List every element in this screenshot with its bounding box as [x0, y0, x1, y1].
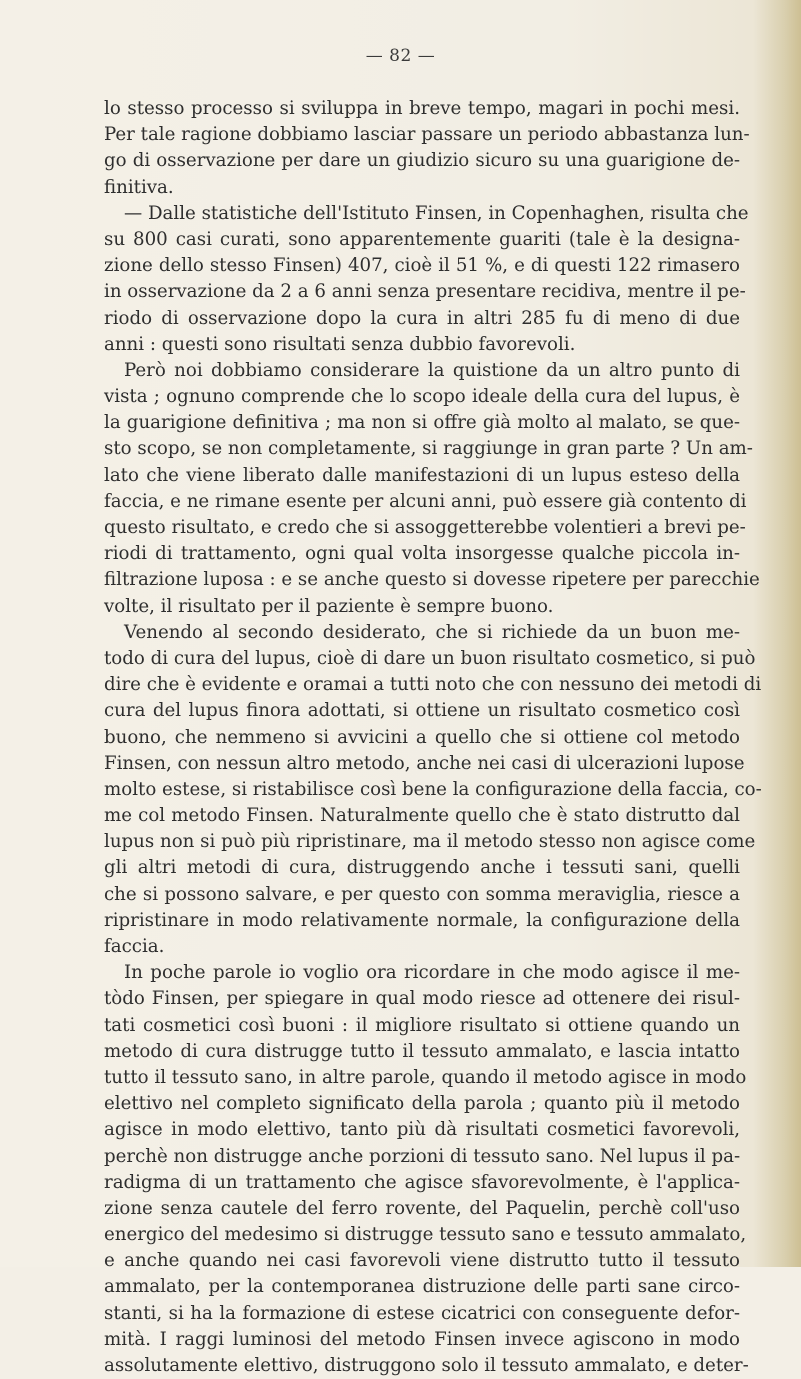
text-line: ripristinare in modo relativamente normale, la configurazione della [104, 909, 740, 931]
text-line: cura del lupus finora adottati, si ottiene un risultato cosmetico così [104, 700, 740, 722]
text-line: e anche quando nei casi favorevoli viene distrutto tutto il tessuto [104, 1250, 740, 1272]
text-line: in osservazione da 2 a 6 anni senza presentare recidiva, mentre il pe- [104, 281, 746, 303]
text-line: lupus non si può più ripristinare, ma il metodo stesso non agisce come [104, 831, 756, 853]
text-line: stanti, si ha la formazione di estese cicatrici con conseguente defor- [104, 1302, 740, 1324]
text-line: faccia. [104, 936, 165, 957]
text-line: go di osservazione per dare un giudizio sicuro su una guarigione de- [104, 150, 740, 172]
text-line: todo di cura del lupus, cioè di dare un buon risultato cosmetico, si può [104, 647, 756, 669]
text-line: perchè non distrugge anche porzioni di tessuto sano. Nel lupus il pa- [104, 1145, 741, 1167]
text-line: Però noi dobbiamo considerare la quistione da un altro punto di [124, 359, 740, 381]
text-line: Finsen, con nessun altro metodo, anche nei casi di ulcerazioni lupose [104, 752, 745, 774]
text-line: su 800 casi curati, sono apparentemente guariti (tale è la designa- [104, 228, 740, 250]
text-line: radigma di un trattamento che agisce sfavorevolmente, è l'applica- [104, 1171, 740, 1193]
text-line: gli altri metodi di cura, distruggendo anche i tessuti sani, quelli [104, 857, 740, 879]
text-line: lo stesso processo si sviluppa in breve tempo, magari in pochi mesi. [104, 98, 740, 119]
text-line: tutto il tessuto sano, in altre parole, quando il metodo agisce in modo [104, 1066, 747, 1088]
text-line: agisce in modo elettivo, tanto più dà risultati cosmetici favorevoli, [104, 1119, 740, 1141]
body-text [104, 96, 762, 1379]
text-line: Venendo al secondo desiderato, che si richiede da un buon me- [124, 621, 740, 643]
text-line: filtrazione luposa : e se anche questo si dovesse ripetere per parecchie [104, 569, 760, 591]
text-line: — Dalle statistiche dell'Istituto Finsen, in Copenhaghen, risulta che [124, 202, 749, 224]
text-line: In poche parole io voglio ora ricordare in che modo agisce il me- [124, 962, 740, 984]
text-line: anni : questi sono risultati senza dubbio favorevoli. [104, 333, 576, 355]
text-line: volte, il risultato per il paziente è sempre buono. [104, 595, 554, 617]
text-line: finitiva. [104, 176, 174, 198]
text-line: tati cosmetici così buoni : il migliore risultato si ottiene quando un [104, 1014, 740, 1036]
text-line: mità. I raggi luminosi del metodo Finsen invece agiscono in modo [104, 1328, 740, 1350]
text-line: zione dello stesso Finsen) 407, cioè il 51 %, e di questi 122 rimasero [104, 255, 740, 277]
text-line: Per tale ragione dobbiamo lasciar passare un periodo abbastanza lun- [104, 124, 750, 146]
text-line: assolutamente elettivo, distruggono solo il tessuto ammalato, e deter- [104, 1355, 749, 1376]
page-number: — 82 — [365, 46, 436, 66]
text-line: elettivo nel completo significato della parola ; quanto più il metodo [104, 1093, 740, 1115]
text-line: faccia, e ne rimane esente per alcuni anni, può essere già contento di [104, 490, 747, 512]
text-line: tòdo Finsen, per spiegare in qual modo riesce ad ottenere dei risul- [104, 988, 740, 1010]
text-line: riodo di osservazione dopo la cura in altri 285 fu di meno di due [104, 307, 740, 329]
text-line: ammalato, per la contemporanea distruzione delle parti sane circo- [104, 1276, 740, 1298]
text-line: sto scopo, se non completamente, si raggiunge in gran parte ? Un am- [104, 438, 753, 460]
text-line: questo risultato, e credo che si assoggetterebbe volentieri a brevi pe- [104, 517, 746, 538]
text-line: me col metodo Finsen. Naturalmente quello che è stato distrutto dal [104, 805, 740, 827]
text-line: zione senza cautele del ferro rovente, del Paquelin, perchè coll'uso [104, 1197, 740, 1219]
text-line: metodo di cura distrugge tutto il tessuto ammalato, e lascia intatto [104, 1040, 740, 1062]
text-line: buono, che nemmeno si avvicini a quello che si ottiene col metodo [104, 726, 740, 748]
text-line: lato che viene liberato dalle manifestazioni di un lupus esteso della [104, 464, 740, 486]
text-line: che si possono salvare, e per questo con somma meraviglia, riesce a [104, 883, 740, 905]
text-line: dire che è evidente e oramai a tutti noto che con nessuno dei metodi di [104, 674, 762, 696]
text-line: vista ; ognuno comprende che lo scopo ideale della cura del lupus, è [104, 386, 740, 408]
text-line: molto estese, si ristabilisce così bene la configurazione della faccia, co- [104, 778, 762, 800]
text-line: la guarigione definitiva ; ma non si offre già molto al malato, se que- [104, 412, 740, 434]
text-line: riodi di trattamento, ogni qual volta insorgesse qualche piccola in- [104, 543, 740, 565]
text-line: energico del medesimo si distrugge tessuto sano e tessuto ammalato, [104, 1224, 747, 1246]
